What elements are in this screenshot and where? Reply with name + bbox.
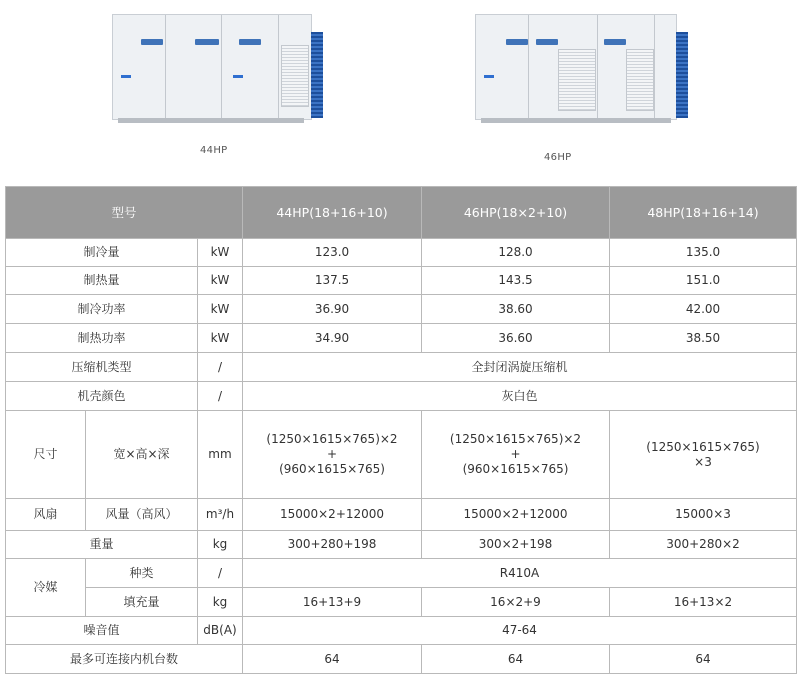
- row-unit: kg: [198, 588, 243, 617]
- dim-line: (960×1615×765): [279, 462, 385, 476]
- row-label: 制冷量: [6, 239, 198, 267]
- row-group-label: 风扇: [6, 499, 86, 531]
- row-label: 重量: [6, 531, 198, 559]
- cell-value: 123.0: [243, 239, 422, 267]
- cell-value: 64: [243, 645, 422, 674]
- spec-table: [5, 186, 797, 674]
- row-unit: /: [198, 353, 243, 382]
- row-unit: dB(A): [198, 617, 243, 645]
- cell-value: [422, 411, 610, 499]
- dim-line: ×3: [694, 454, 712, 469]
- cell-value: 38.50: [610, 324, 797, 353]
- row-label: 种类: [86, 559, 198, 588]
- table-row-casing-color: [6, 382, 797, 411]
- table-row-cooling-power: [6, 295, 797, 324]
- cell-value: 300×2+198: [422, 531, 610, 559]
- row-label: 风量（高风）: [86, 499, 198, 531]
- row-label: 制热量: [6, 267, 198, 295]
- cell-value: 灰白色: [243, 382, 797, 411]
- cell-value: 15000×2+12000: [422, 499, 610, 531]
- row-label: 填充量: [86, 588, 198, 617]
- cell-value: 300+280+198: [243, 531, 422, 559]
- row-unit: kW: [198, 324, 243, 353]
- cell-value: 16+13×2: [610, 588, 797, 617]
- row-label: 制冷功率: [6, 295, 198, 324]
- cell-value: 64: [422, 645, 610, 674]
- cell-value: 137.5: [243, 267, 422, 295]
- cell-value: [243, 411, 422, 499]
- row-label: 机壳颜色: [6, 382, 198, 411]
- dim-line: (1250×1615×765)×2: [266, 432, 398, 446]
- cell-value: 47-64: [243, 617, 797, 645]
- row-label: 最多可连接内机台数: [6, 645, 243, 674]
- table-row-max-indoor-units: [6, 645, 797, 674]
- row-unit: m³/h: [198, 499, 243, 531]
- dim-line: (1250×1615×765)×2: [449, 432, 582, 446]
- row-unit: kg: [198, 531, 243, 559]
- model-48hp-header: 48HP(18+16+14): [610, 187, 797, 239]
- model-header: 型号: [6, 187, 243, 239]
- cell-value: 38.60: [422, 295, 610, 324]
- table-row-fan: [6, 499, 797, 531]
- row-unit: mm: [198, 411, 243, 499]
- dim-line: +: [326, 447, 338, 461]
- row-unit: /: [198, 382, 243, 411]
- table-row-compressor-type: [6, 353, 797, 382]
- cell-value: 42.00: [610, 295, 797, 324]
- cell-value: 36.90: [243, 295, 422, 324]
- cell-value: 16×2+9: [422, 588, 610, 617]
- cell-value: 16+13+9: [243, 588, 422, 617]
- row-label: 宽×高×深: [86, 411, 198, 499]
- table-row-heating-capacity: [6, 267, 797, 295]
- cell-value: 全封闭涡旋压缩机: [243, 353, 797, 382]
- row-group-label: 冷媒: [6, 559, 86, 617]
- row-unit: kW: [198, 239, 243, 267]
- cell-value: 143.5: [422, 267, 610, 295]
- dim-line: +: [510, 447, 521, 461]
- cell-value: 34.90: [243, 324, 422, 353]
- cell-value: 128.0: [422, 239, 610, 267]
- row-unit: kW: [198, 295, 243, 324]
- table-row-weight: [6, 531, 797, 559]
- row-group-label: 尺寸: [6, 411, 86, 499]
- table-row-dimensions: [6, 411, 797, 499]
- product-image-44hp: [112, 14, 332, 132]
- row-label: 噪音值: [6, 617, 198, 645]
- dim-line: (1250×1615×765): [646, 439, 760, 454]
- table-header-row: [6, 187, 797, 239]
- cell-value: 151.0: [610, 267, 797, 295]
- table-row-heating-power: [6, 324, 797, 353]
- dim-line: (960×1615×765): [462, 462, 569, 476]
- model-44hp-header: 44HP(18+16+10): [243, 187, 422, 239]
- product-image-46hp: [475, 14, 700, 132]
- cell-value: [610, 411, 797, 499]
- cell-value: 15000×2+12000: [243, 499, 422, 531]
- table-row-refrigerant-charge: [6, 588, 797, 617]
- cell-value: 15000×3: [610, 499, 797, 531]
- row-unit: /: [198, 559, 243, 588]
- table-row-noise: [6, 617, 797, 645]
- model-46hp-header: 46HP(18×2+10): [422, 187, 610, 239]
- row-unit: kW: [198, 267, 243, 295]
- table-row-refrigerant-type: [6, 559, 797, 588]
- cell-value: 64: [610, 645, 797, 674]
- product-caption-44hp: 44HP: [200, 145, 228, 156]
- cell-value: 300+280×2: [610, 531, 797, 559]
- cell-value: R410A: [243, 559, 797, 588]
- cell-value: 36.60: [422, 324, 610, 353]
- table-row-cooling-capacity: [6, 239, 797, 267]
- row-label: 压缩机类型: [6, 353, 198, 382]
- product-caption-46hp: 46HP: [544, 152, 572, 163]
- row-label: 制热功率: [6, 324, 198, 353]
- cell-value: 135.0: [610, 239, 797, 267]
